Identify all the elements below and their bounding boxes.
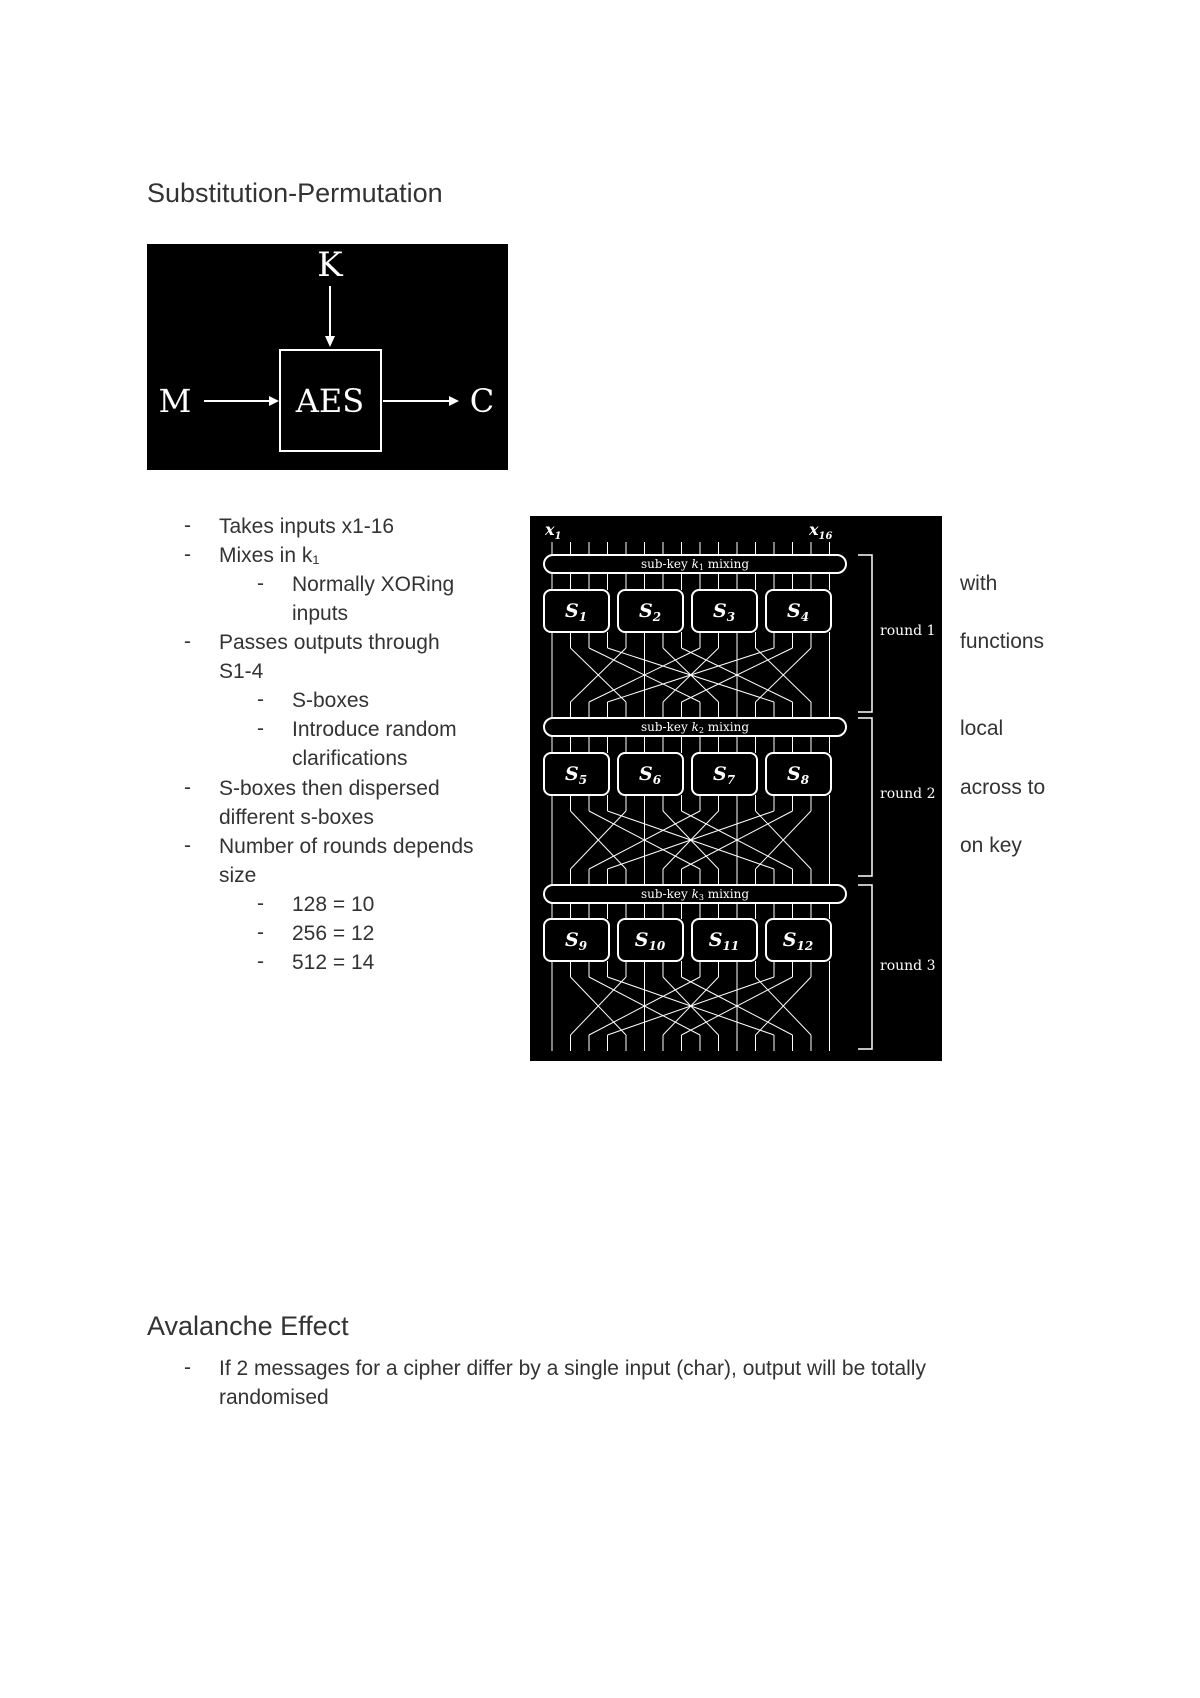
round-label: round 2 — [880, 786, 936, 802]
svg-text:S4: $S_4$ — [786, 600, 810, 624]
list-item-continuation: inputs — [292, 602, 349, 625]
list-item-overflow: functions — [960, 630, 1045, 653]
bullet-dash: - — [184, 630, 191, 653]
sbox-s5 — [544, 753, 609, 795]
list-item: Passes outputs through — [219, 631, 440, 654]
subkey-mixing-bar — [544, 885, 846, 903]
sbox-s1 — [544, 590, 609, 632]
bullet-dash: - — [184, 834, 191, 857]
list-item-continuation: S1-4 — [219, 660, 264, 683]
list-item-continuation: different s-boxes — [219, 806, 374, 829]
svg-text:S6: $S_6$ — [638, 763, 662, 787]
svg-text:S12: $S_{12}$ — [782, 929, 814, 953]
sbox-s2 — [618, 590, 683, 632]
bullet-dash: - — [184, 1356, 191, 1379]
sbox-s11 — [692, 919, 757, 961]
list-item: Introduce random — [292, 718, 457, 741]
list-item-continuation: clarifications — [292, 747, 408, 770]
sbox-s3 — [692, 590, 757, 632]
svg-text:S11: $S_{11}$ — [708, 929, 740, 953]
list-item-overflow: on key — [960, 834, 1022, 857]
message-label: M — [158, 382, 192, 420]
aes-block-diagram — [147, 244, 508, 470]
subkey-mixing-label: sub-key k3 mixing — [640, 887, 750, 902]
bullet-dash: - — [184, 543, 191, 566]
bullet-dash: - — [257, 892, 264, 915]
svg-text:S7: $S_7$ — [712, 763, 736, 787]
round-label: round 3 — [880, 958, 936, 974]
svg-text:S3: $S_3$ — [712, 600, 736, 624]
subkey-mixing-label: sub-key k1 mixing — [640, 557, 750, 572]
bullet-dash: - — [257, 717, 264, 740]
bullet-dash: - — [257, 950, 264, 973]
list-item: 256 = 12 — [292, 922, 375, 945]
list-item-overflow: with — [960, 572, 998, 595]
list-item: S-boxes — [292, 689, 370, 712]
svg-text:S9: $S_9$ — [564, 929, 588, 953]
subkey-mixing-bar — [544, 718, 846, 736]
spn-network-diagram — [530, 516, 942, 1061]
round-label: round 1 — [880, 623, 936, 639]
list-item-continuation: size — [219, 864, 257, 887]
list-item: Normally XORing — [292, 573, 455, 596]
svg-text:S5: $S_5$ — [564, 763, 588, 787]
key-label: K — [317, 245, 343, 285]
bullet-dash: - — [257, 572, 264, 595]
bullet-dash: - — [257, 921, 264, 944]
list-item-continuation: randomised — [219, 1386, 329, 1409]
list-item: If 2 messages for a cipher differ by a single input (char), output will be totally — [219, 1357, 926, 1380]
svg-text:S8: $S_8$ — [786, 763, 810, 787]
subkey-mixing-label: sub-key k2 mixing — [640, 720, 750, 735]
list-item: Takes inputs x1-16 — [219, 515, 395, 538]
aes-label: AES — [295, 382, 365, 420]
sbox-s10 — [618, 919, 683, 961]
sbox-s6 — [618, 753, 683, 795]
list-item: Mixes in k₁ — [219, 544, 320, 567]
list-item: 512 = 14 — [292, 951, 375, 974]
svg-text:S2: $S_2$ — [638, 600, 662, 624]
list-item-overflow: across to — [960, 776, 1046, 799]
input-x1-label: $x_1$ — [545, 520, 562, 542]
sbox-s4 — [766, 590, 831, 632]
section-heading-substitution-permutation: Substitution-Permutation — [147, 178, 443, 208]
bullet-dash: - — [184, 776, 191, 799]
section-heading-avalanche-effect: Avalanche Effect — [147, 1311, 349, 1341]
list-item: S-boxes then dispersed — [219, 777, 440, 800]
ciphertext-label: C — [469, 382, 495, 420]
list-item-overflow: local — [960, 717, 1004, 740]
sbox-s8 — [766, 753, 831, 795]
sbox-s7 — [692, 753, 757, 795]
list-item: Number of rounds depends — [219, 835, 474, 858]
bullet-dash: - — [184, 514, 191, 537]
input-x16-label: $x_{16}$ — [809, 520, 833, 542]
svg-text:S10: $S_{10}$ — [634, 929, 666, 953]
sbox-s9 — [544, 919, 609, 961]
sbox-s12 — [766, 919, 831, 961]
bullet-dash: - — [257, 688, 264, 711]
subkey-mixing-bar — [544, 555, 846, 573]
svg-text:S1: $S_1$ — [564, 600, 588, 624]
list-item: 128 = 10 — [292, 893, 375, 916]
